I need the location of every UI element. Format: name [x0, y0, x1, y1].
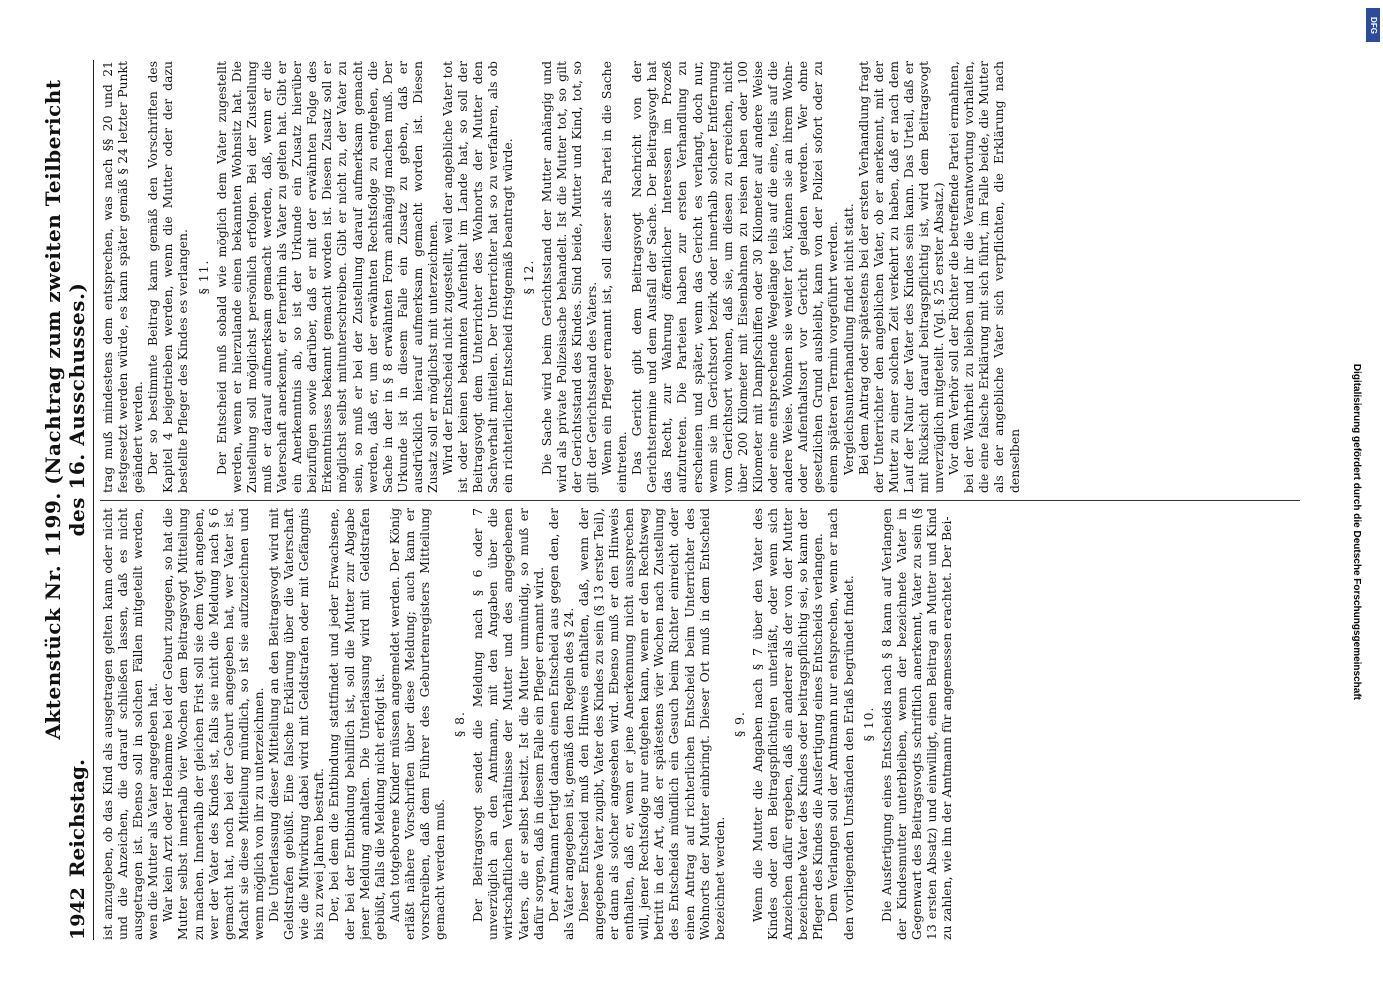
- paragraph: Das Gericht gibt dem Beitragsvogt Nachricht von der Gerichtstermine und dem Ausfall der Sache. Der Beitragsvogt hat das Recht, zur Wahrung öffentlicher Interessen im Prozeß aufzutreten. Die Parteien haben zur ersten Verhandlung zu erscheinen und später, wenn das Gericht es verlangt, doch nur, wenn sie im Gerichtsort bezirk oder innerhalb solcher Entfernung vom Gerichtsort wohnen, daß sie, um diesen zu erreichen, nicht über 200 Kilometer mit Eisenbahnen zu reisen haben oder 100 Kilometer mit Dampfschiffen oder 30 Kilometer auf andere Weise oder eine entsprechende Wegelänge teils auf die eine, teils auf die andere Weise. Wohnen sie weiter fort, können sie an ihrem Wohn- oder Aufenthaltsort vor Gericht geladen werden. Wer ohne gesetzlichen Grund ausbleibt, kann von der Polizei sofort oder zu einem späteren Termin vorgeführt werden.: [629, 61, 841, 493]
- paragraph: Bei dem Antrag oder spätestens bei der ersten Verhandlung fragt der Unterrichter den angeblichen Vater, ob er anerkennt, mit der Mutter zu einer solchen Zeit verkehrt zu haben, daß er nach dem Lauf der Natur der Vater des Kindes sein kann. Das Urteil, daß er mit Rücksicht darauf beitragspflichtig ist, wird dem Beitragsvogt unverzüglich mitgeteilt. (Vgl. § 25 erster Absatz.): [855, 61, 947, 493]
- chamber-name: Reichstag.: [65, 759, 89, 878]
- paragraph: Der Amtmann fertigt danach einen Entscheid aus gegen den, der als Vater angegeben ist, gemäß den Regeln des § 24.: [545, 508, 576, 940]
- section-heading: § 8.: [452, 711, 468, 737]
- section-heading: § 12.: [520, 259, 536, 295]
- paragraph: Der Entscheid muß sobald wie möglich dem Vater zugestellt werden, wenn er hierzulande einen bekannten Wohnsitz hat. Die Zustellung soll möglichst persönlich erfolgen. Bei der Zustellung muß er darauf aufmerksam gemacht werden, daß, wenn er die Vaterschaft anerkennt, er fernerhin als Vater zu gelten hat. Gibt er ein Anerkenntnis ab, so ist der Urkunde ein Zusatz hierüber beizufügen sowie darüber, daß er mit der erwähnten Folge des Erkenntnisses bekannt gemacht worden ist. Diesen Zusatz soll er möglichst selbst mitunterschreiben. Gibt er nicht zu, der Vater zu sein, so muß er bei der Zustellung darauf aufmerksam gemacht werden, daß er, um der erwähnten Rechtsfolge zu entgehen, die Sache in der in § 8 erwähnten Form anhängig machen muß. Der Urkunde ist in diesem Falle ein Zusatz zu geben, daß er ausdrücklich hierauf aufmerksam gemacht worden ist. Diesen Zusatz soll er möglichst mit unterzeichnen.: [213, 61, 440, 493]
- paragraph: Dieser Entscheid muß den Hinweis enthalten, daß, wenn der angegebene Vater zugibt, Vater des Kindes zu sein (§ 13 erster Teil), er dann als solcher angesehen wird. Ebenso muß er den Hinweis enthalten, daß er, wenn er jene Anerkennung nicht aussprechen will, jener Rechtsfolge nur entgehen kann, wenn er den Rechtsweg betritt in der Art, daß er spätestens vier Wochen nach Zustellung des Entscheids mündlich ein Gesuch beim Richter einreicht oder einen Antrag auf richterlichen Entscheid beim Unterrichter des Wohnorts der Mutter einbringt. Dieser Ort muß in dem Entscheid bezeichnet werden.: [575, 508, 727, 940]
- paragraph: Wenn ein Pfleger ernannt ist, soll dieser als Partei in die Sache eintreten.: [599, 61, 630, 493]
- paragraph: trag muß mindestens dem entsprechen, was nach §§ 20 und 21 festgesetzt werden würde, es kann später gemäß § 24 letzter Punkt geändert werden.: [100, 61, 146, 493]
- page-number: 1942: [67, 887, 89, 940]
- dfg-logo: [1366, 8, 1380, 42]
- paragraph: Der so bestimmte Beitrag kann gemäß den Vorschriften des Kapitel 4 beigetrieben werden, wenn die Mutter oder der dazu bestellte Pfleger des Kindes es verlangen.: [145, 61, 191, 493]
- page-title: Aktenstück Nr. 1199. (Nachtrag zum zweiten Teilbericht des 16. Ausschusses.): [41, 79, 89, 740]
- paragraph: Die Sache wird beim Gerichtsstand der Mutter anhängig und wird als private Polizeisache behandelt. Ist die Mutter tot, so gilt der Gerichtsstand des Kindes. Sind beide, Mutter und Kind, tot, so gilt der Gerichtsstand des Vaters.: [538, 61, 599, 493]
- paragraph: War kein Arzt oder Hebamme bei der Geburt zugegen, so hat die Mutter selbst innerhalb vier Wochen dem Beitragsvogt Mitteilung zu machen. Innerhalb der gleichen Frist soll sie dem Vogt angeben, wer der Vater des Kindes ist, falls sie nicht die Meldung nach § 6 gemacht hat, noch bei der Geburt angegeben hat, wer Vater ist. Macht sie diese Mitteilung mündlich, so ist sie aufzuzeichnen und wenn möglich von ihr zu unterzeichnen.: [160, 508, 266, 940]
- paragraph: Vor dem Verhör soll der Richter die betreffende Partei ermahnen, bei der Wahrheit zu bleiben und ihr die Verantwortung vorhalten, die eine falsche Erklärung mit sich führt, im Falle beide, die Mutter als der angebliche Vater sich verpflichten, die Erklärung nach denselben: [946, 61, 1022, 493]
- column-divider: [100, 500, 1300, 501]
- section-heading: § 9.: [731, 711, 747, 737]
- paragraph: Die Unterlassung dieser Mitteilung an den Beitragsvogt wird mit Geldstrafen gebüßt. Eine falsche Erklärung über die Vaterschaft wie die Mitwirkung dabei wird mit Geldstrafen oder mit Gefängnis bis zu zwei Jahren bestraft.: [266, 508, 327, 940]
- paragraph: ist anzugeben, ob das Kind als ausgetragen gelten kann oder nicht und die Anzeichen, die darauf schließen lassen, daß es nicht ausgetragen ist. Ebenso soll in solchen Fällen mitgeteilt werden, wen die Mutter als Vater angegeben hat.: [100, 508, 161, 940]
- paragraph: Wenn die Mutter die Angaben nach § 7 über den Vater des Kindes oder den Beitragspflichtigen unterläßt, oder wenn sich Anzeichen dafür ergeben, daß ein anderer als der von der Mutter bezeichnete Vater des Kindes oder beitragspflichtig sei, so kann der Pfleger des Kindes die Ausfertigung eines Entscheids verlangen.: [749, 508, 826, 940]
- digitization-stamp-text: Digitalisierung gefördert durch die Deutsche Forschungsgemeinschaft: [1351, 363, 1362, 700]
- digitization-stamp: [1340, 10, 1364, 700]
- paragraph: Dem Verlangen soll der Amtmann nur entsprechen, wenn er nach den vorliegenden Umständen den Erlaß begründet findet.: [825, 508, 856, 940]
- right-column: [100, 61, 1300, 493]
- left-column: [100, 508, 1300, 940]
- paragraph: Die Ausfertigung eines Entscheids nach § 8 kann auf Verlangen der Kindesmutter unterbleiben, wenn der bezeichnete Vater in Gegenwart des Beitragsvogts schriftlich anerkennt, Vater zu sein (§ 13 ersten Absatz) und einwilligt, einen Beitrag an Mutter und Kind zu zahlen, wie ihn der Amtmann für angemessen erachtet. Der Bei-: [878, 508, 955, 940]
- section-heading: § 11.: [195, 259, 211, 295]
- section-heading: § 10.: [860, 706, 876, 742]
- paragraph: Auch totgeborene Kinder müssen angemeldet werden. Der König erläßt nähere Vorschriften über diese Meldung; auch kann er vorschreiben, daß dem Führer des Geburtenregisters Mitteilung gemacht werden muß.: [386, 508, 448, 940]
- paragraph: Wird der Entscheid nicht zugestellt, weil der angebliche Vater tot ist oder keinen bekannten Aufenthalt im Lande hat, so soll der Beitragsvogt dem Unterrichter des Wohnorts der Mutter den Sachverhalt mitteilen. Der Unterrichter hat so zu verfahren, als ob ein richterlicher Entscheid fristgemäß beantragt würde.: [440, 61, 516, 493]
- text-columns: [100, 60, 1300, 940]
- paragraph: Der Beitragsvogt sendet die Meldung nach § 6 oder 7 unverzüglich an den Amtmann, mit den Angaben über die wirtschaftlichen Verhältnisse der Mutter und des angegebenen Vaters, die er selbst besitzt. Ist die Mutter unmündig, so muß er dafür sorgen, daß in diesem Falle ein Pfleger ernannt wird.: [470, 508, 546, 940]
- dfg-logo-text: DFG: [1368, 16, 1378, 34]
- page-header: [41, 60, 94, 940]
- paragraph: Vergleichsunterhandlung findet nicht statt.: [840, 203, 856, 475]
- paragraph: Der, bei dem die Entbindung stattfindet und jeder Erwachsene, der bei der Entbindung behilflich ist, soll die Mutter zur Abgabe jener Meldung anhalten. Die Unterlassung wird mit Geldstrafen gebüßt, falls die Meldung nicht erfolgt ist.: [326, 508, 387, 940]
